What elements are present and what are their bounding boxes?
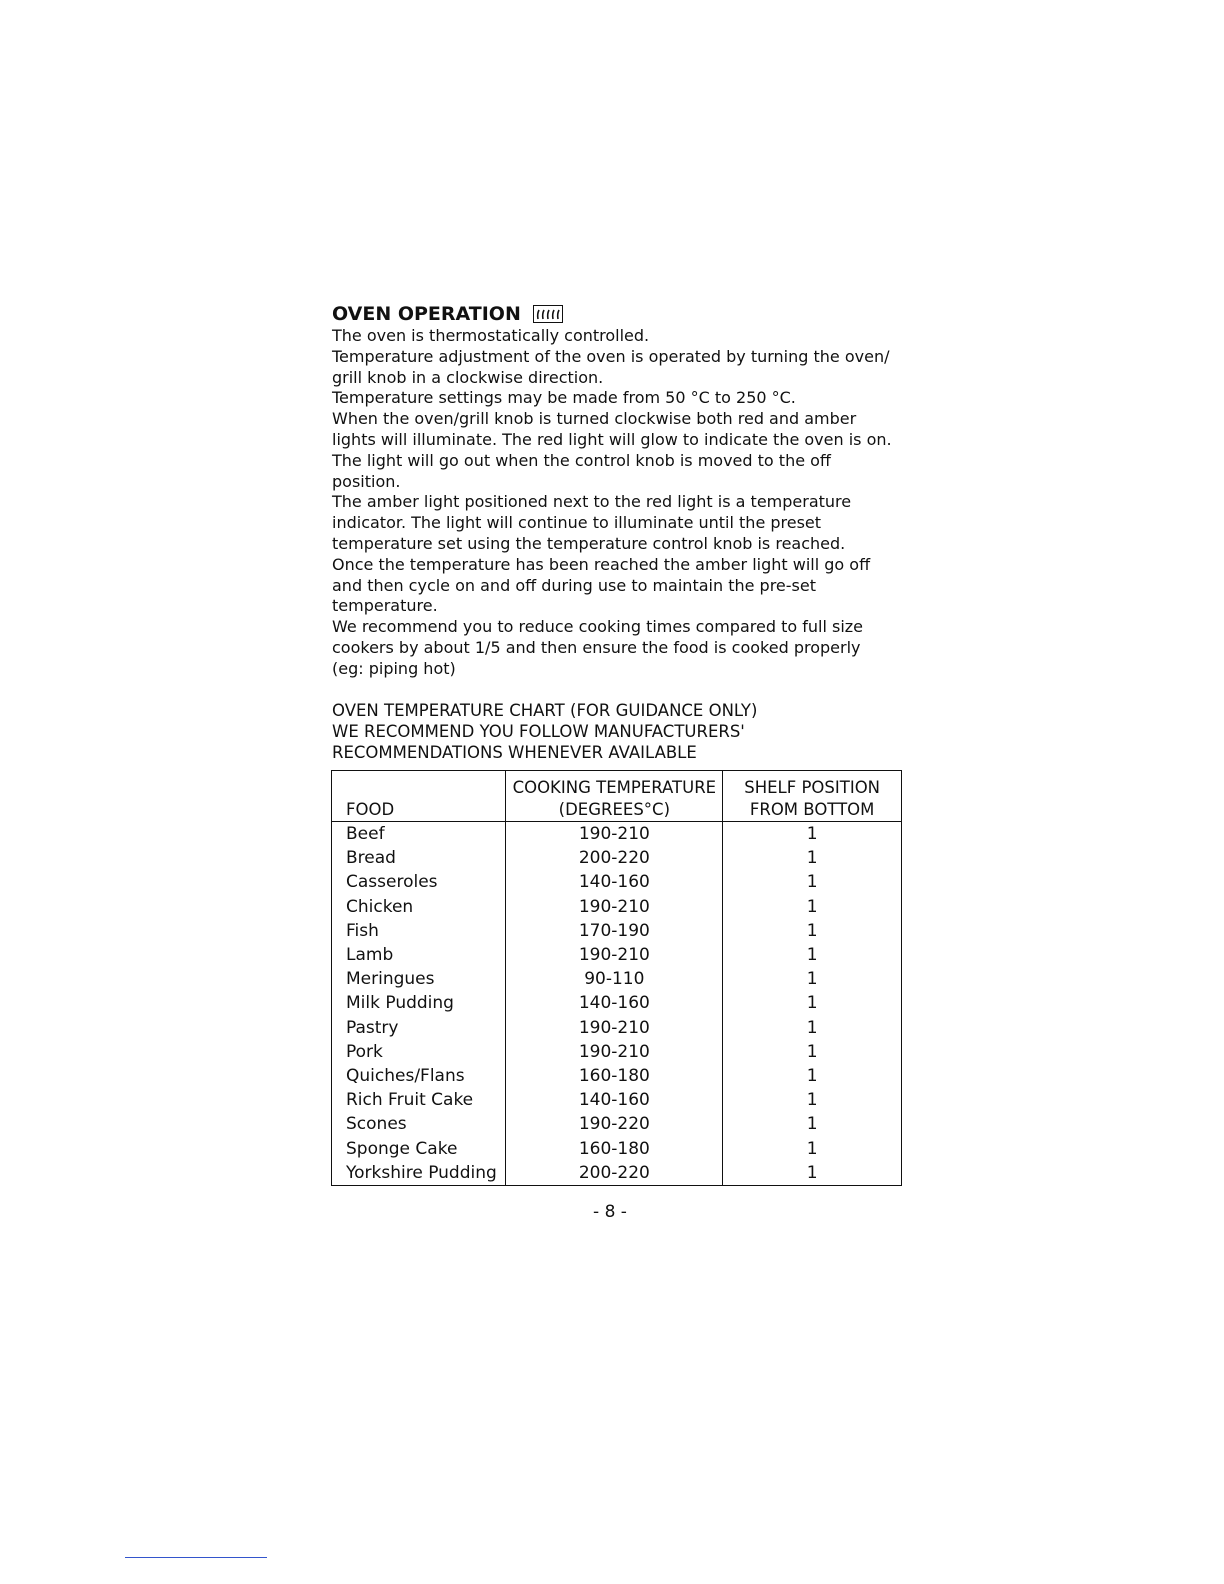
table-row [332,1016,902,1040]
chart-heading [332,700,912,763]
temperature-cell: 190-220 [506,1112,723,1136]
temperature-cell: 170-190 [506,919,723,943]
shelf-cell: 1 [723,919,902,943]
shelf-header-line1: SHELF POSITION [744,778,881,797]
shelf-cell: 1 [723,967,902,991]
page-number: - 8 - [593,1202,627,1222]
shelf-cell: 1 [723,870,902,894]
table-row [332,822,902,847]
temperature-cell: 190-210 [506,1016,723,1040]
page-content [332,302,912,763]
text-line: and then cycle on and off during use to maintain the pre-set [332,575,816,595]
footer-rule [125,1557,267,1558]
temperature-header-line1: COOKING TEMPERATURE [512,778,717,797]
text-line: We recommend you to reduce cooking times compared to full size [332,617,863,637]
shelf-cell: 1 [723,1040,902,1064]
shelf-cell: 1 [723,846,902,870]
temperature-cell: 140-160 [506,1088,723,1112]
food-cell: Pastry [332,1016,506,1040]
table-row [332,943,902,967]
shelf-header-line2: FROM BOTTOM [749,800,875,819]
temperature-cell: 160-180 [506,1064,723,1088]
temperature-cell: 190-210 [506,822,723,847]
food-cell: Meringues [332,967,506,991]
shelf-cell: 1 [723,822,902,847]
text-line: lights will illuminate. The red light will glow to indicate the oven is on. [332,429,892,449]
text-line: The amber light positioned next to the red light is a temperature [332,492,852,512]
food-cell: Scones [332,1112,506,1136]
text-line: The oven is thermostatically controlled. [332,326,650,345]
food-cell: Bread [332,846,506,870]
table-row [332,1088,902,1112]
table-row [332,895,902,919]
table-row [332,846,902,870]
shelf-cell: 1 [723,1161,902,1186]
food-cell: Quiches/Flans [332,1064,506,1088]
shelf-cell: 1 [723,1137,902,1161]
text-line: The light will go out when the control knob is moved to the off [332,450,831,470]
table-row [332,870,902,894]
text-line: When the oven/grill knob is turned clockwise both red and amber [332,409,857,429]
table-row [332,1040,902,1064]
text-line: Temperature adjustment of the oven is operated by turning the oven/ [332,346,890,366]
temperature-cell: 160-180 [506,1137,723,1161]
shelf-column-header [723,771,902,822]
oven-temperature-table [331,770,902,1186]
food-cell: Lamb [332,943,506,967]
temperature-cell: 200-220 [506,846,723,870]
food-cell: Milk Pudding [332,991,506,1015]
oven-heating-element-icon [533,305,563,323]
temperature-cell: 90-110 [506,967,723,991]
food-cell: Pork [332,1040,506,1064]
chart-heading-line: RECOMMENDATIONS WHENEVER AVAILABLE [332,742,697,762]
temperature-cell: 140-160 [506,870,723,894]
table-row [332,967,902,991]
shelf-cell: 1 [723,895,902,919]
temperature-column-header [506,771,723,822]
temperature-cell: 190-210 [506,1040,723,1064]
food-cell: Yorkshire Pudding [332,1161,506,1186]
shelf-cell: 1 [723,943,902,967]
food-cell: Fish [332,919,506,943]
table-header-row [332,771,902,822]
section-heading [332,302,912,326]
temperature-cell: 140-160 [506,991,723,1015]
table-row [332,1064,902,1088]
food-cell: Chicken [332,895,506,919]
section-title: OVEN OPERATION [332,303,521,325]
shelf-cell: 1 [723,1088,902,1112]
table-row [332,1161,902,1186]
food-cell: Sponge Cake [332,1137,506,1161]
text-line: indicator. The light will continue to illuminate until the preset [332,513,822,533]
food-cell: Rich Fruit Cake [332,1088,506,1112]
temperature-cell: 190-210 [506,895,723,919]
food-column-header: FOOD [332,771,506,822]
table-row [332,1112,902,1136]
food-cell: Casseroles [332,870,506,894]
food-cell: Beef [332,822,506,847]
table-row [332,991,902,1015]
text-line: temperature. [332,596,438,616]
table-row [332,919,902,943]
shelf-cell: 1 [723,1064,902,1088]
text-line: grill knob in a clockwise direction. [332,367,604,387]
instructions-paragraph [332,326,912,680]
text-line: temperature set using the temperature control knob is reached. [332,533,846,553]
chart-heading-line: WE RECOMMEND YOU FOLLOW MANUFACTURERS' [332,721,745,741]
text-line: (eg: piping hot) [332,658,456,678]
temperature-cell: 200-220 [506,1161,723,1186]
chart-heading-line: OVEN TEMPERATURE CHART (FOR GUIDANCE ONLY) [332,700,758,720]
shelf-cell: 1 [723,1016,902,1040]
temperature-cell: 190-210 [506,943,723,967]
temperature-header-line2: (DEGREES°C) [558,800,671,819]
text-line: position. [332,471,401,491]
shelf-cell: 1 [723,1112,902,1136]
text-line: cookers by about 1/5 and then ensure the food is cooked properly [332,637,861,657]
text-line: Once the temperature has been reached the amber light will go off [332,554,871,574]
table-row [332,1137,902,1161]
shelf-cell: 1 [723,991,902,1015]
text-line: Temperature settings may be made from 50 °C to 250 °C. [332,388,796,408]
